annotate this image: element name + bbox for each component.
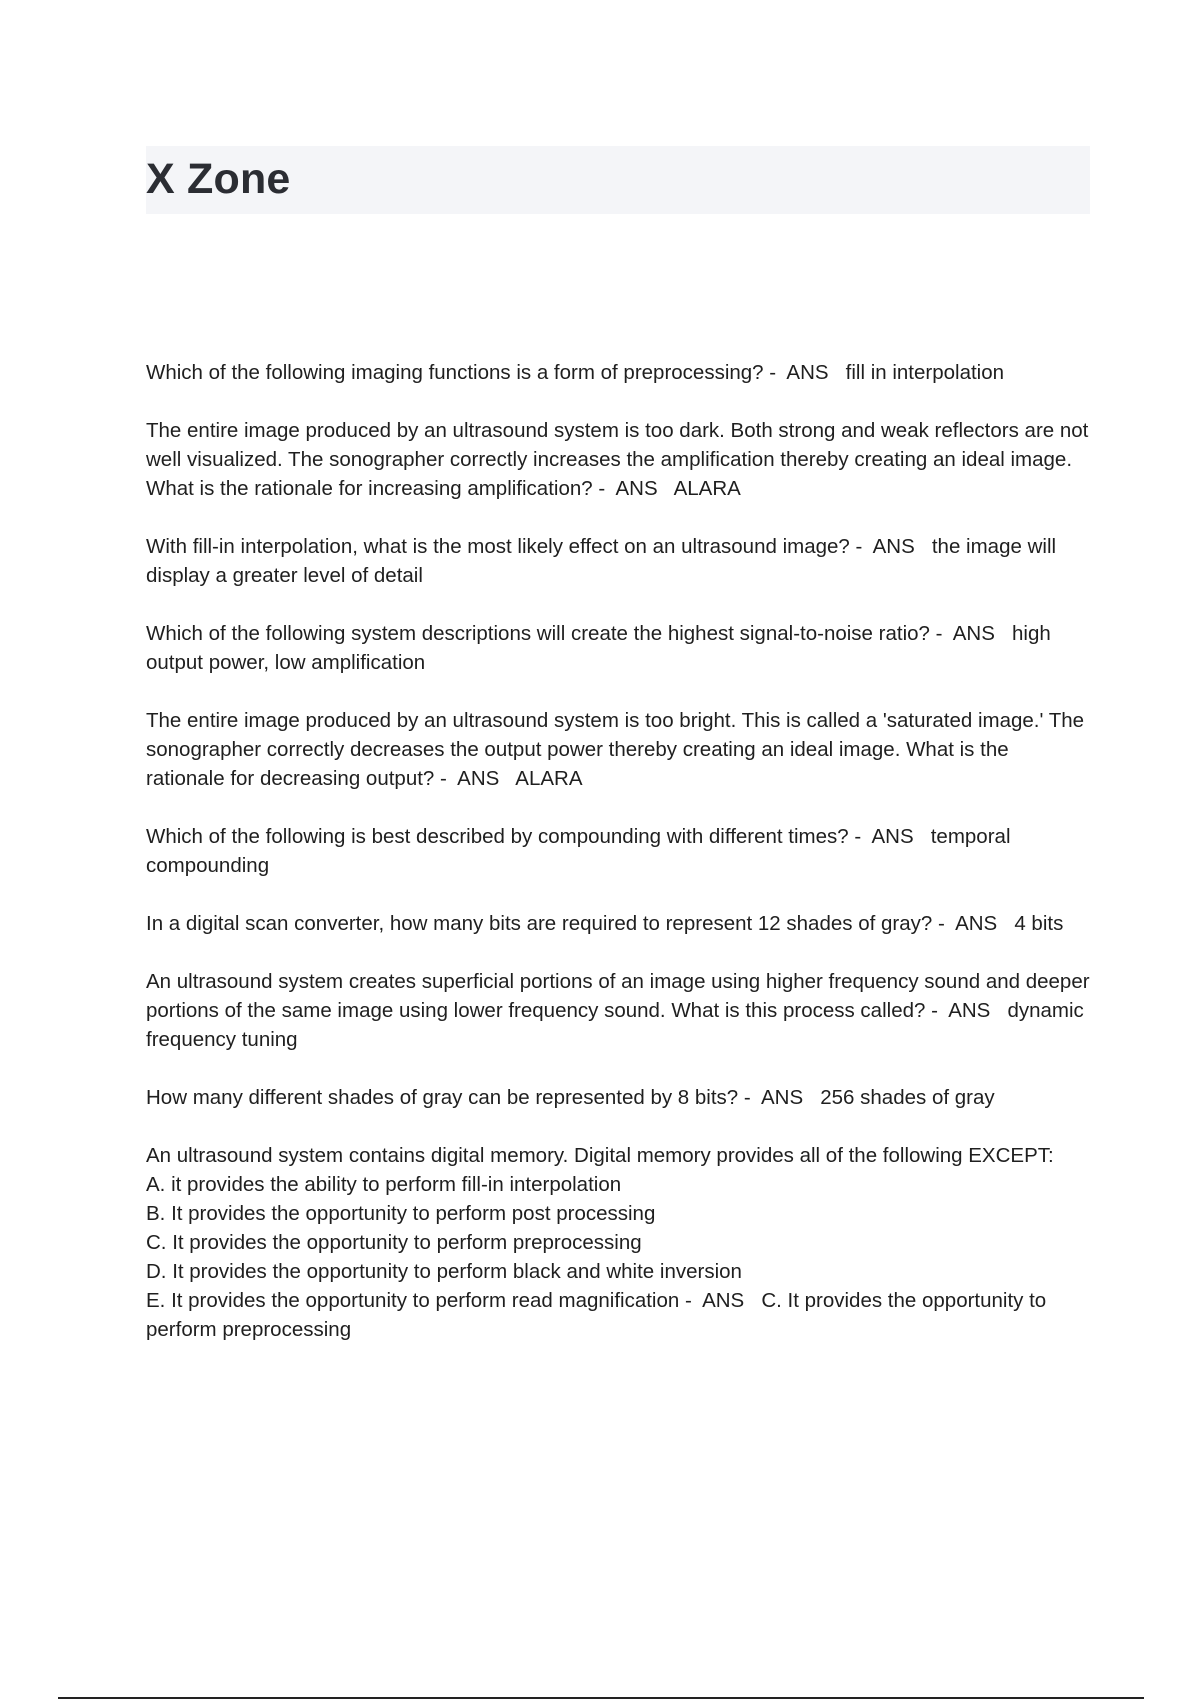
qa-item bbox=[146, 358, 1092, 387]
answer-text: temporal compounding bbox=[146, 825, 1011, 877]
option-b: B. It provides the opportunity to perform post processing bbox=[146, 1202, 656, 1225]
option-a: A. it provides the ability to perform fill-in interpolation bbox=[146, 1173, 622, 1196]
ans-label: ANS bbox=[871, 825, 914, 848]
separator: - bbox=[929, 622, 953, 645]
document-title: X Zone bbox=[146, 155, 291, 203]
answer-text: 256 shades of gray bbox=[820, 1086, 995, 1109]
ans-label: ANS bbox=[615, 477, 658, 500]
qa-item bbox=[146, 909, 1092, 938]
qa-item bbox=[146, 416, 1092, 503]
separator: - bbox=[932, 912, 956, 935]
question-text: An ultrasound system contains digital memory. Digital memory provides all of the following EXCEPT: bbox=[146, 1144, 1054, 1167]
separator: - bbox=[738, 1086, 761, 1109]
ans-label: ANS bbox=[952, 622, 995, 645]
footer-divider bbox=[58, 1697, 1144, 1699]
separator: - bbox=[434, 767, 458, 790]
separator: - bbox=[925, 999, 949, 1022]
ans-label: ANS bbox=[872, 535, 915, 558]
answer-text: dynamic frequency tuning bbox=[146, 999, 1084, 1051]
separator: - bbox=[763, 361, 787, 384]
answer-text: ALARA bbox=[673, 477, 741, 500]
question-text: In a digital scan converter, how many bits are required to represent 12 shades of gray? bbox=[146, 912, 933, 935]
qa-item-multiple-choice bbox=[146, 1141, 1092, 1344]
answer-text: fill in interpolation bbox=[845, 361, 1005, 384]
ans-label: ANS bbox=[761, 1086, 804, 1109]
question-text: With fill-in interpolation, what is the most likely effect on an ultrasound image? bbox=[146, 535, 850, 558]
title-band bbox=[146, 146, 1090, 214]
ans-label: ANS bbox=[457, 767, 500, 790]
option-d: D. It provides the opportunity to perform black and white inversion bbox=[146, 1260, 742, 1283]
option-e: E. It provides the opportunity to perform read magnification bbox=[146, 1289, 680, 1312]
separator: - bbox=[848, 825, 872, 848]
ans-label: ANS bbox=[702, 1289, 745, 1312]
ans-label: ANS bbox=[955, 912, 998, 935]
ans-label: ANS bbox=[948, 999, 991, 1022]
answer-text: ALARA bbox=[515, 767, 583, 790]
question-text: An ultrasound system creates superficial portions of an image using higher frequency sound and deeper portions of the same image using lower frequency sound. What is this process called? bbox=[146, 970, 1090, 1022]
question-text: Which of the following is best described by compounding with different times? bbox=[146, 825, 849, 848]
answer-text: 4 bits bbox=[1014, 912, 1064, 935]
answer-text: the image will display a greater level of detail bbox=[146, 535, 1057, 587]
option-c: C. It provides the opportunity to perform preprocessing bbox=[146, 1231, 642, 1254]
answer-text: high output power, low amplification bbox=[146, 622, 1051, 674]
qa-item bbox=[146, 967, 1092, 1054]
question-text: How many different shades of gray can be represented by 8 bits? bbox=[146, 1086, 739, 1109]
separator: - bbox=[679, 1289, 703, 1312]
question-text: The entire image produced by an ultrasound system is too dark. Both strong and weak reflectors are not well visualized. The sonographer correctly increases the amplification thereby creating an ideal image. What is the rationale for increasing amplification? bbox=[146, 419, 1089, 500]
qa-item bbox=[146, 822, 1092, 880]
question-text: The entire image produced by an ultrasound system is too bright. This is called a 'saturated image.' The sonographer correctly decreases the output power thereby creating an ideal image. What is the rationale for decreasing output? bbox=[146, 709, 1085, 790]
qa-item bbox=[146, 619, 1092, 677]
separator: - bbox=[592, 477, 616, 500]
question-text: Which of the following imaging functions is a form of preprocessing? bbox=[146, 361, 764, 384]
qa-item bbox=[146, 532, 1092, 590]
qa-item bbox=[146, 706, 1092, 793]
question-text: Which of the following system descriptions will create the highest signal-to-noise ratio? bbox=[146, 622, 930, 645]
qa-content bbox=[146, 358, 1092, 1373]
ans-label: ANS bbox=[786, 361, 829, 384]
answer-text: C. It provides the opportunity to perform preprocessing bbox=[146, 1289, 1047, 1341]
qa-item bbox=[146, 1083, 1092, 1112]
separator: - bbox=[849, 535, 873, 558]
